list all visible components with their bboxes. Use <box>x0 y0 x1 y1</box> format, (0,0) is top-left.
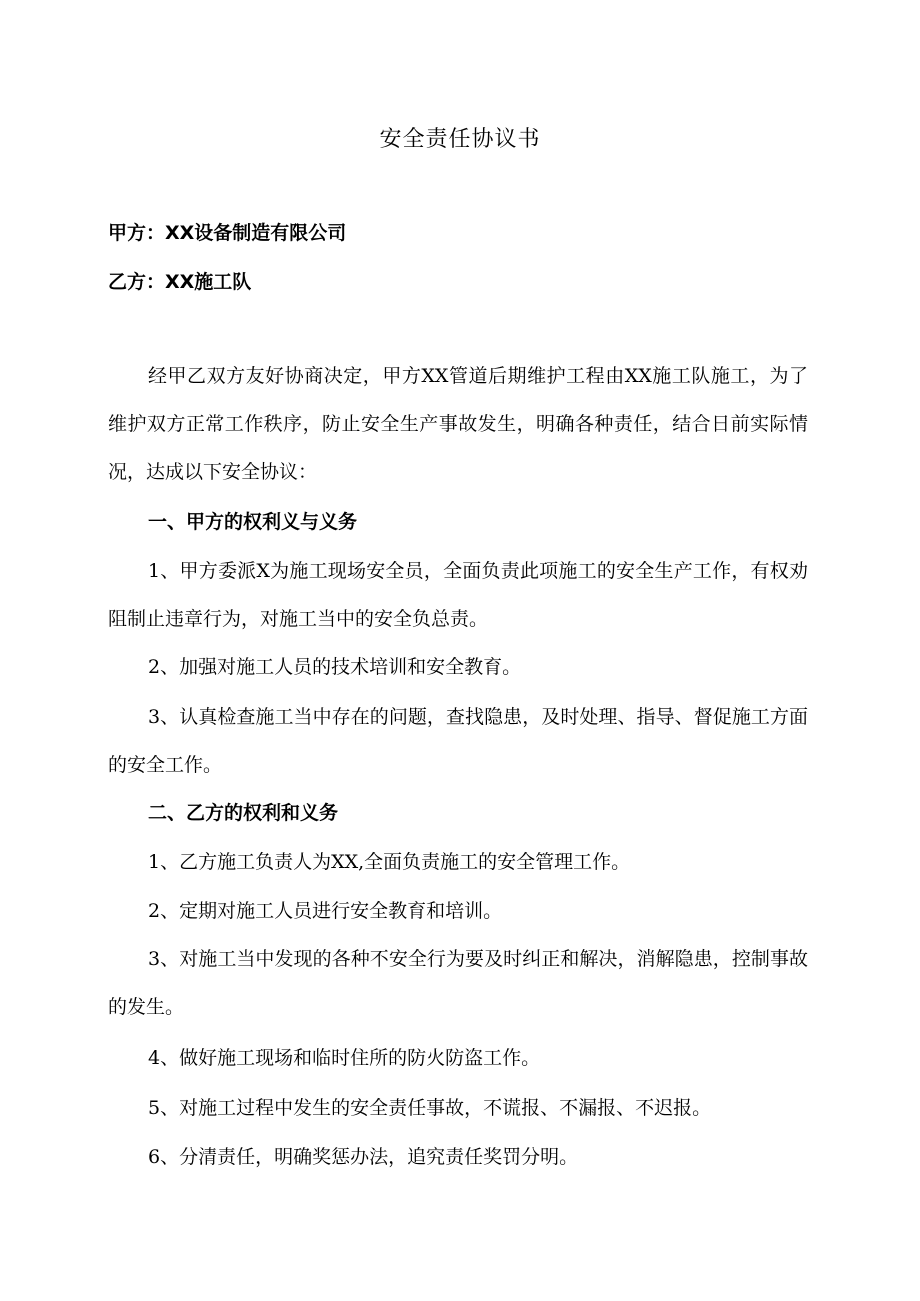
section-b-item-6: 6、分清责任，明确奖惩办法，追究责任奖罚分明。 <box>148 1146 579 1168</box>
section-b-item-5: 5、对施工过程中发生的安全责任事故，不谎报、不漏报、不迟报。 <box>148 1097 712 1119</box>
section-a-item-1: 1、甲方委派X为施工现场安全员，全面负责此项施工的安全生产工作，有权劝阻制止违章行为，对施工当中的安全负总责。 <box>108 560 808 630</box>
intro-paragraph: 经甲乙双方友好协商决定，甲方XX管道后期维护工程由XX施工队施工，为了维护双方正常工作秩序，防止安全生产事故发生，明确各种责任，结合日前实际情况，达成以下安全协议： <box>108 365 808 483</box>
section-a-item-3: 3、认真检查施工当中存在的问题，查找隐患，及时处理、指导、督促施工方面的安全工作。 <box>108 706 808 776</box>
party-a-line: 甲方：XX设备制造有限公司 <box>108 222 347 244</box>
section-b-item-1: 1、乙方施工负责人为XX,全面负责施工的安全管理工作。 <box>148 851 631 873</box>
party-b-line: 乙方：XX施工队 <box>108 271 252 293</box>
section-b-item-2: 2、定期对施工人员进行安全教育和培训。 <box>148 900 503 922</box>
section-a-heading: 一、甲方的权利义与义务 <box>148 511 358 533</box>
section-b-heading: 二、乙方的权利和义务 <box>148 802 339 824</box>
section-a-item-2: 2、加强对施工人员的技术培训和安全教育。 <box>148 656 522 678</box>
section-b-item-4: 4、做好施工现场和临时住所的防火防盗工作。 <box>148 1047 541 1069</box>
section-b-item-3: 3、对施工当中发现的各种不安全行为要及时纠正和解决，消解隐患，控制事故的发生。 <box>108 948 808 1018</box>
document-title: 安全责任协议书 <box>379 127 541 152</box>
